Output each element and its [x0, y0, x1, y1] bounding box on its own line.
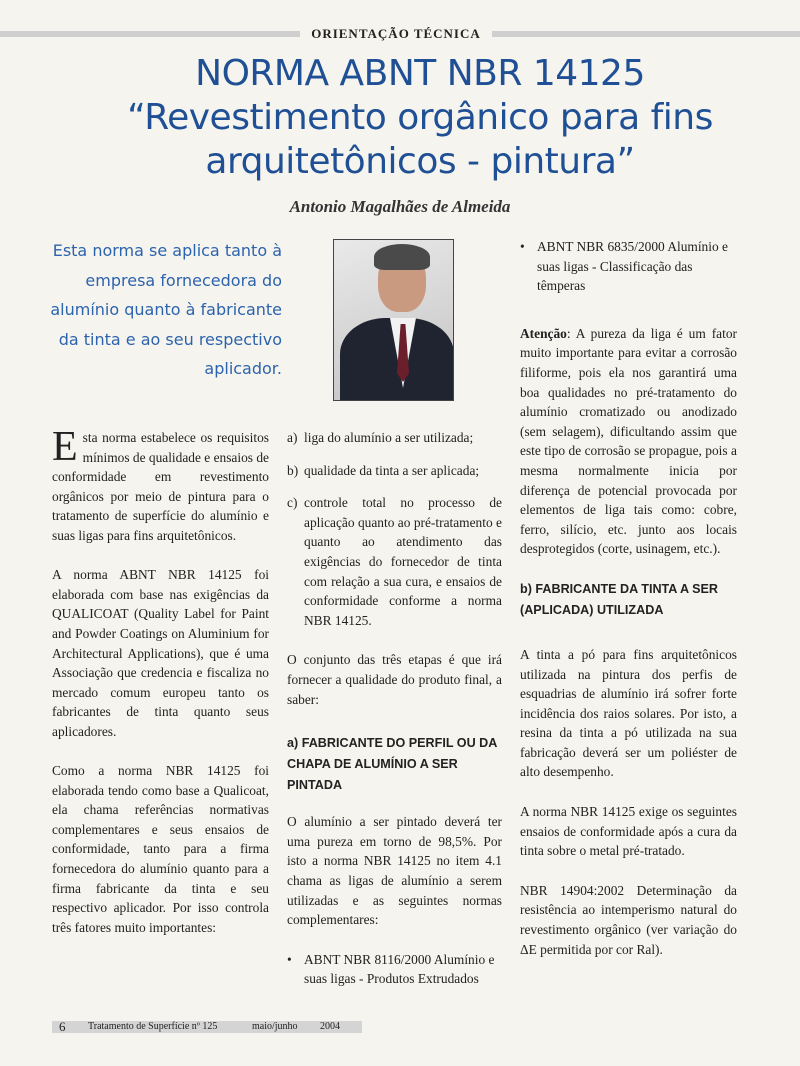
intro-text: sta norma estabelece os requisitos mínimos de qualidade e ensaios de conformidade em revestimento orgânicos por meio de pintura para o tratamento de superfície do alumínio e suas ligas para fins arquitetônicos.: [52, 430, 269, 543]
subhead-fabricante-tinta: b) FABRICANTE DA TINTA A SER (APLICADA) UTILIZADA: [520, 581, 718, 617]
paragraph-tinta: A tinta a pó para fins arquitetônicos utilizada na pintura dos perfis de esquadrias de alumínio irá sofrer forte incidência dos raios solares. Por isto, a resina da tinta a pó utilizada na sua fabricação deverá ser um poliéster de alto desempenho.: [520, 646, 737, 780]
photo-hair: [374, 244, 430, 270]
drop-cap: E: [52, 424, 78, 470]
bullet-icon: •: [520, 239, 525, 254]
bullet-text: ABNT NBR 6835/2000 Alumínio e suas ligas - Classificação das têmperas: [537, 239, 728, 294]
list-item-b: [287, 461, 502, 481]
bullet-icon: •: [287, 951, 292, 967]
title-line-3: arquitetônicos - pintura”: [205, 141, 635, 182]
intro-paragraph: [52, 424, 269, 546]
list-text: liga do alumínio a ser utilizada;: [304, 430, 474, 445]
list-item-c: [287, 493, 502, 630]
list-marker: b): [287, 462, 299, 478]
lead-quote: Esta norma se aplica tanto à empresa fornecedora do alumínio quanto à fabricante da tinta e ao seu respectivo aplicador.: [50, 241, 282, 378]
bullet-nbr-8116: [287, 950, 502, 989]
column-2: [287, 428, 502, 989]
author-photo: [333, 239, 454, 401]
paragraph-nbr-14904: NBR 14904:2002 Determinação da resistência ao intemperismo natural do revestimento orgânico (ver variação do ΔE permitida por cor Ral).: [520, 882, 737, 957]
author-byline: Antonio Magalhães de Almeida: [289, 197, 511, 216]
section-label: ORIENTAÇÃO TÉCNICA: [311, 26, 481, 41]
bullet-nbr-6835: [520, 237, 737, 296]
atencao-label: Atenção: [520, 325, 567, 341]
list-text: controle total no processo de aplicação quanto ao pré-tratamento e quanto ao atendimento das exigências do fornecedor de tinta com relação a sua cura, e ensaios de conformidade conforme a norma NBR 14125.: [304, 495, 502, 628]
section-rule-right: [492, 31, 800, 37]
publication-name: Tratamento de Superfície nº 125: [88, 1021, 218, 1032]
list-item-a: [287, 428, 502, 448]
title-line-1: NORMA ABNT NBR 14125: [195, 53, 645, 94]
issue-year: 2004: [320, 1021, 340, 1032]
paragraph-atencao: [520, 324, 737, 559]
column-1: [52, 424, 269, 937]
page-number: 6: [59, 1019, 66, 1034]
title-line-2: “Revestimento orgânico para fins: [127, 97, 713, 138]
bullet-text: ABNT NBR 8116/2000 Alumínio e suas ligas - Produtos Extrudados: [304, 951, 495, 987]
paragraph-fatores: Como a norma NBR 14125 foi elaborada tendo como base a Qualicoat, ela chama referências normativas complementares e seus ensaios de conformidade, tanto para a firma fornecedora do alumínio quanto para a firma fabricante da tinta e seu respectivo aplicador. Por isso controla três fatores muito importantes:: [52, 763, 269, 935]
article-title: [70, 52, 770, 184]
paragraph-etapas: O conjunto das três etapas é que irá fornecer a qualidade do produto final, a saber:: [287, 652, 502, 707]
paragraph-qualicoat: A norma ABNT NBR 14125 foi elaborada com base nas exigências da QUALICOAT (Quality Label for Paint and Powder Coatings on Aluminium for Architectural Applications), que é uma Associação que credencia e fiscaliza no mercado comum europeu tanto os fabricantes de tinta quanto seus aplicadores.: [52, 567, 269, 739]
list-marker: a): [287, 430, 298, 445]
paragraph-aluminio: O alumínio a ser pintado deverá ter uma pureza em torno de 98,5%. Por isto a norma NBR 14125 no item 4.1 chama as ligas de alumínio a serem utilizadas e as seguintes normas complementares:: [287, 814, 502, 928]
issue-date: maio/junho: [252, 1021, 298, 1032]
atencao-text: : A pureza da liga é um fator muito importante para evitar a corrosão filiforme, pois ela nos garantirá uma boa qualidades no pré-tratamento do alumínio cromatizado ou anodizado (sem selagem), dificultando assim que este tipo de corrosão se propague, pois a mesma normalmente inicia por diferença de potencial provocada por elementos de liga tais como: cobre, ferro, silício, etc. junto aos locais desprotegidos (corte, usinagem, etc.).: [520, 325, 737, 557]
column-3: [520, 237, 737, 959]
list-marker: c): [287, 495, 298, 511]
section-rule-left: [0, 31, 300, 37]
subhead-fabricante-perfil: a) FABRICANTE DO PERFIL OU DA CHAPA DE ALUMÍNIO A SER PINTADA: [287, 736, 497, 793]
paragraph-ensaios: A norma NBR 14125 exige os seguintes ensaios de conformidade após a cura da tinta sobre o metal pré-tratado.: [520, 804, 737, 859]
page-footer: [52, 1020, 362, 1034]
list-text: qualidade da tinta a ser aplicada;: [304, 462, 480, 478]
section-header: [0, 26, 800, 42]
